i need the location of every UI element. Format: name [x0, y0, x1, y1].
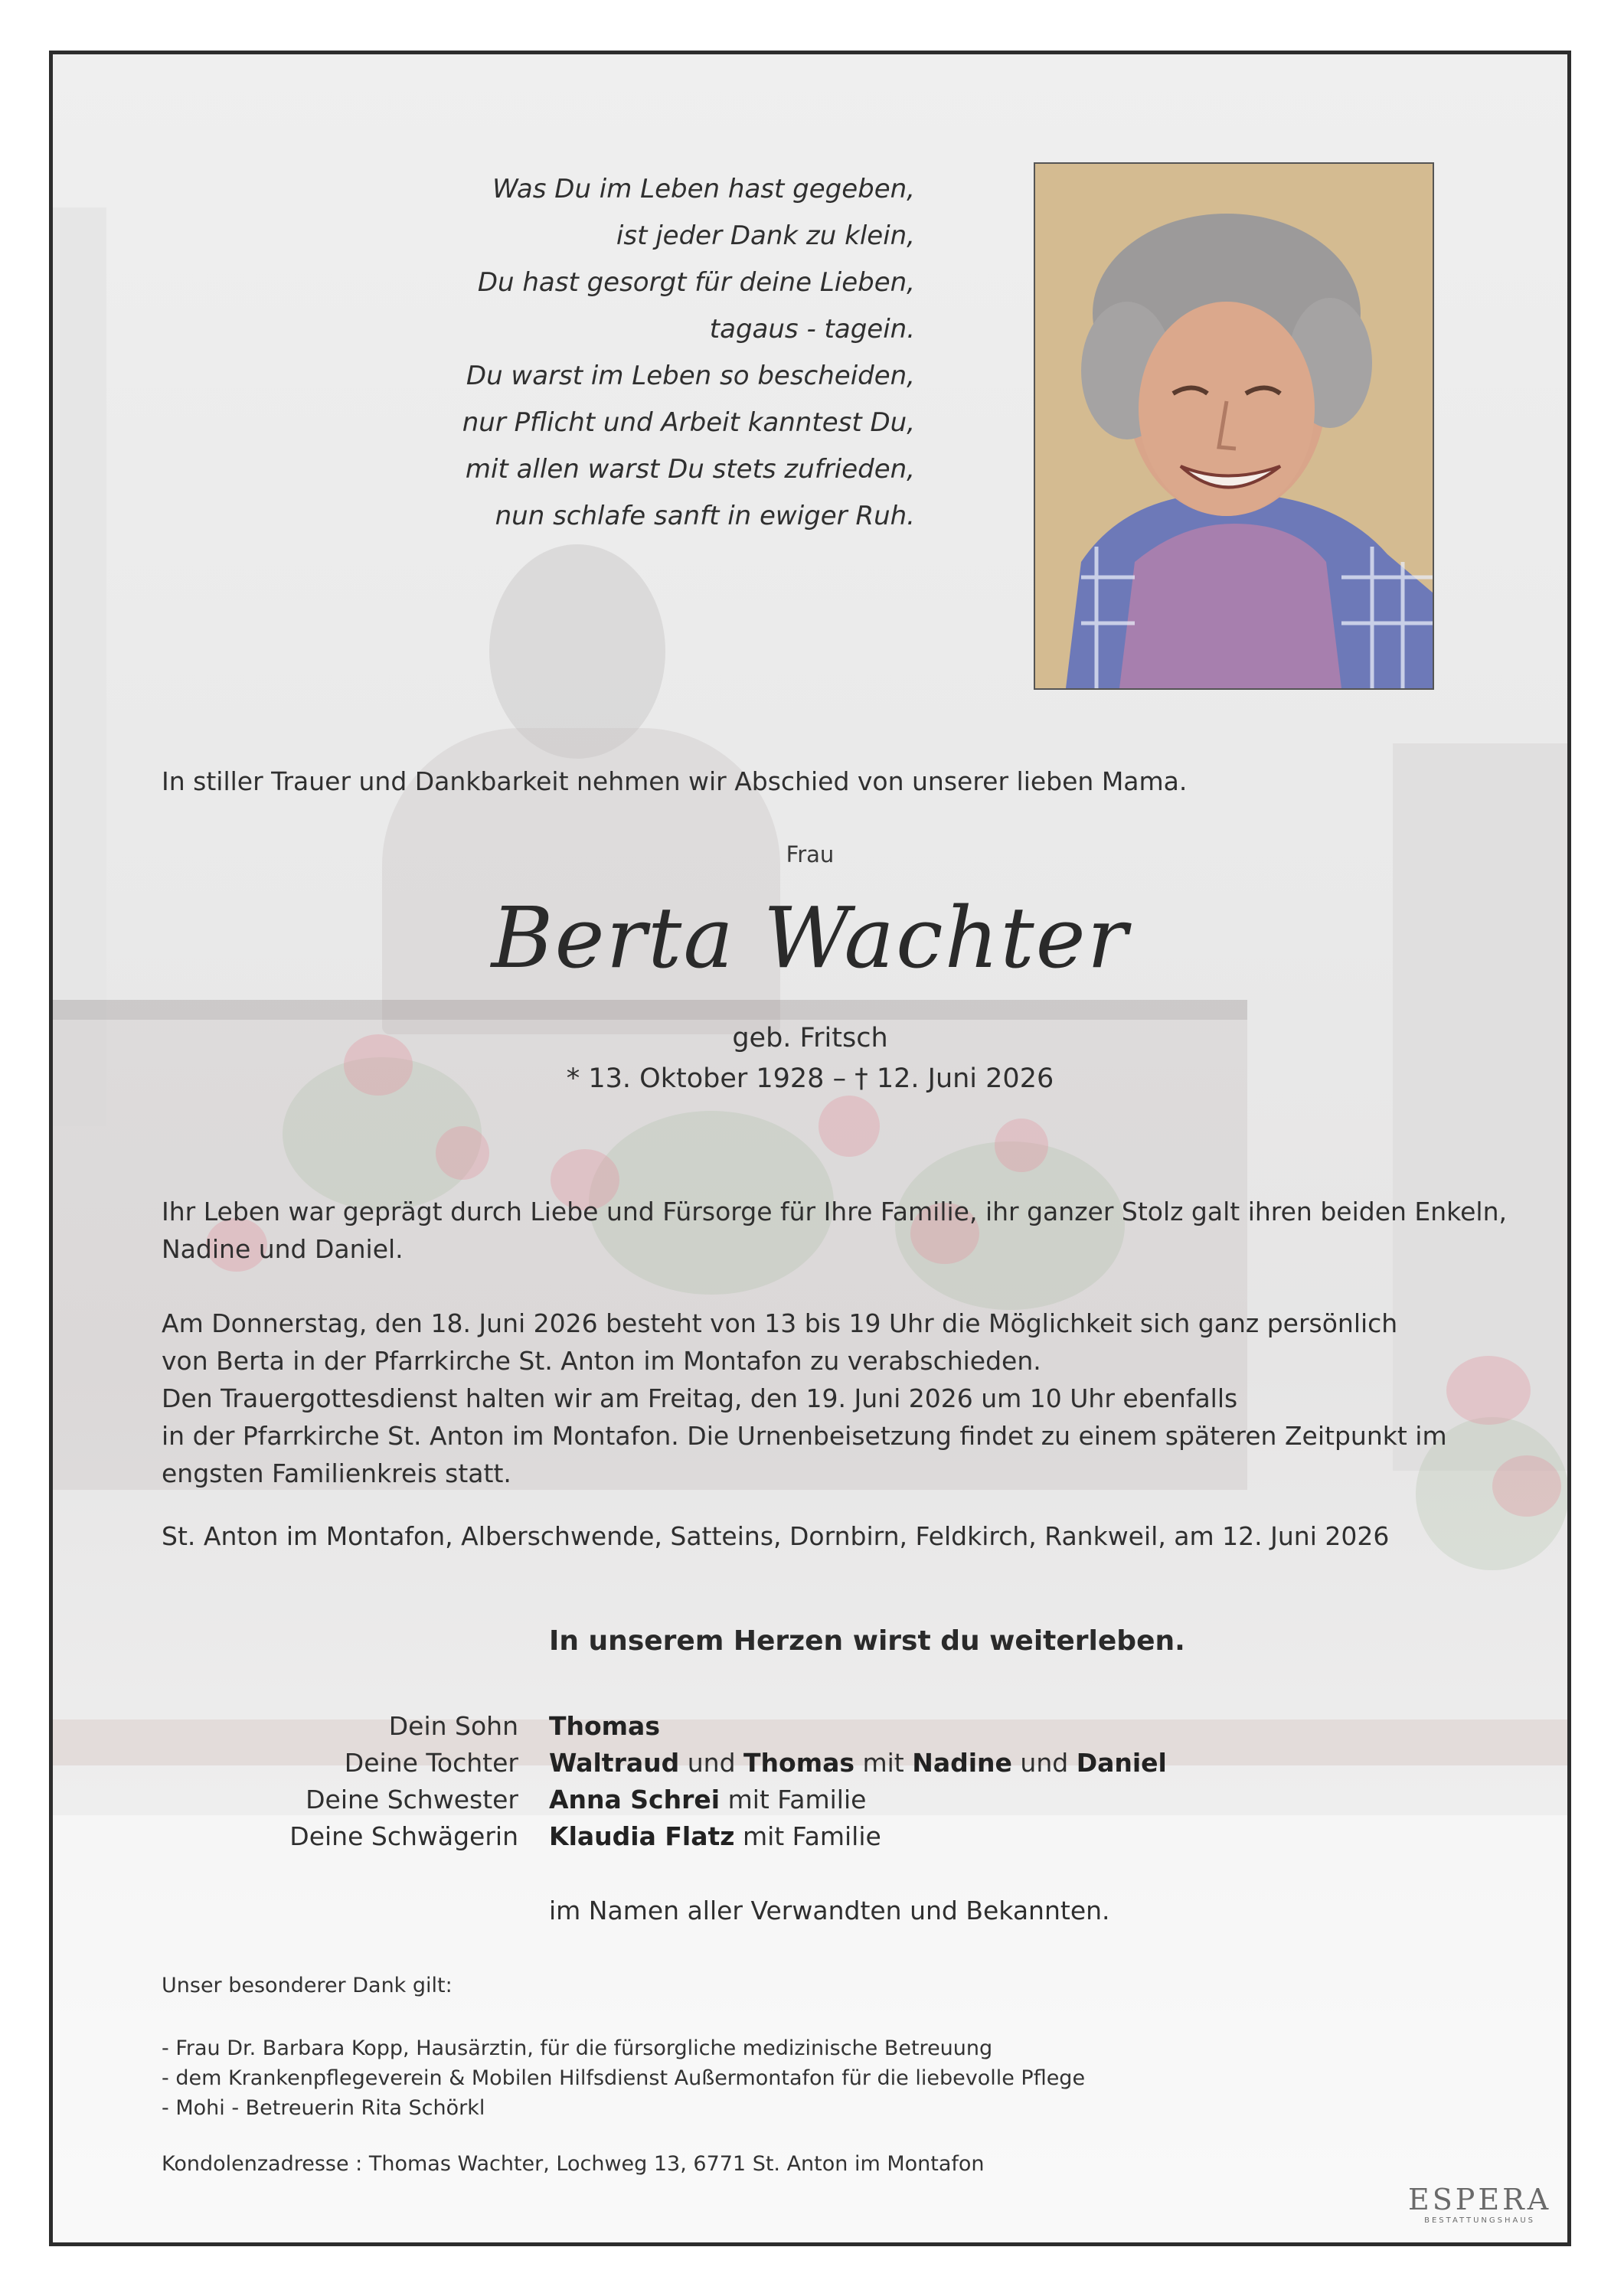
- portrait-photo: [1034, 162, 1434, 690]
- family-row: [53, 1821, 1571, 1858]
- service-line: Den Trauergottesdienst halten wir am Freitag, den 19. Juni 2026 um 10 Uhr ebenfalls: [162, 1383, 1238, 1413]
- family-row: [53, 1785, 1571, 1821]
- family-member-name: Klaudia Flatz: [549, 1821, 735, 1851]
- family-row: [53, 1711, 1571, 1748]
- family-member-connector: und: [1011, 1748, 1077, 1778]
- service-paragraph: [162, 1305, 1524, 1492]
- verse-line: Du hast gesorgt für deine Lieben,: [477, 267, 915, 298]
- verse-line: mit allen warst Du stets zufrieden,: [465, 454, 915, 485]
- salutation: Frau: [786, 841, 835, 867]
- obituary-card: [49, 51, 1571, 2246]
- service-line: engsten Familienkreis statt.: [162, 1458, 511, 1488]
- maiden-name: geb. Fritsch: [732, 1023, 888, 1053]
- thanks-heading: Unser besonderer Dank gilt:: [162, 1974, 453, 1997]
- background-flower: [995, 1119, 1048, 1172]
- heart-line: In unserem Herzen wirst du weiterleben.: [549, 1625, 1185, 1657]
- verse-line: Was Du im Leben hast gegeben,: [492, 174, 915, 204]
- background-flower: [436, 1126, 489, 1180]
- verse-line: Du warst im Leben so bescheiden,: [466, 361, 915, 391]
- verse-line: tagaus - tagein.: [709, 314, 915, 345]
- family-member-name: Thomas: [549, 1711, 660, 1741]
- service-line: in der Pfarrkirche St. Anton im Montafon. Die Urnenbeisetzung findet zu einem späteren Zeitpunkt im: [162, 1421, 1447, 1451]
- family-members: [549, 1711, 660, 1741]
- background-flower: [819, 1096, 880, 1157]
- thanks-item: - dem Krankenpflegeverein & Mobilen Hilfsdienst Außermontafon für die liebevolle Pflege: [162, 2066, 1086, 2090]
- family-member-name: Anna Schrei: [549, 1785, 721, 1814]
- portrait-illustration: [1035, 164, 1433, 688]
- memorial-verse: [462, 166, 915, 540]
- thanks-list: [162, 2033, 1085, 2123]
- service-line: Am Donnerstag, den 18. Juni 2026 besteht von 13 bis 19 Uhr die Möglichkeit sich ganz persönlich: [162, 1308, 1398, 1338]
- family-member-connector: und: [679, 1748, 744, 1778]
- verse-line: ist jeder Dank zu klein,: [616, 220, 915, 251]
- on-behalf-line: im Namen aller Verwandten und Bekannten.: [549, 1896, 1110, 1925]
- logo-subtitle: BESTATTUNGSHAUS: [1424, 2216, 1536, 2225]
- logo-wordmark: ESPERA: [1408, 2183, 1552, 2216]
- family-members: [549, 1785, 866, 1814]
- life-dates: * 13. Oktober 1928 – † 12. Juni 2026: [566, 1063, 1054, 1094]
- tribute-paragraph: Ihr Leben war geprägt durch Liebe und Fürsorge für Ihre Familie, ihr ganzer Stolz galt ihren beiden Enkeln, Nadine und Daniel.: [162, 1197, 1507, 1264]
- verse-line: nun schlafe sanft in ewiger Ruh.: [495, 501, 915, 531]
- family-member-name: Daniel: [1076, 1748, 1167, 1778]
- service-line: von Berta in der Pfarrkirche St. Anton im Montafon zu verabschieden.: [162, 1346, 1041, 1376]
- family-member-name: Nadine: [912, 1748, 1012, 1778]
- espera-logo: [1408, 2183, 1551, 2225]
- family-row: [53, 1748, 1571, 1785]
- background-lower-wall: [53, 1815, 1571, 2244]
- family-member-connector: mit Familie: [720, 1785, 867, 1814]
- family-member-name: Thomas: [743, 1748, 854, 1778]
- condolence-address: Kondolenzadresse : Thomas Wachter, Lochweg 13, 6771 St. Anton im Montafon: [162, 2152, 985, 2176]
- family-member-connector: mit: [854, 1748, 913, 1778]
- family-member-connector: mit Familie: [734, 1821, 881, 1851]
- place-date: St. Anton im Montafon, Alberschwende, Satteins, Dornbirn, Feldkirch, Rankweil, am 12. Juni 2026: [162, 1521, 1390, 1551]
- background-railing: [53, 1000, 1247, 1020]
- background-left-panel: [53, 207, 106, 1126]
- deceased-name: Berta Wachter: [491, 889, 1129, 987]
- family-members: [549, 1748, 1167, 1778]
- family-relation: Deine Schwägerin: [289, 1821, 518, 1851]
- family-member-name: Waltraud: [549, 1748, 680, 1778]
- family-relation: Deine Tochter: [344, 1748, 518, 1778]
- thanks-item: - Mohi - Betreuerin Rita Schörkl: [162, 2096, 485, 2120]
- family-relation: Dein Sohn: [388, 1711, 518, 1741]
- family-relation: Deine Schwester: [306, 1785, 518, 1814]
- thanks-item: - Frau Dr. Barbara Kopp, Hausärztin, für die fürsorgliche medizinische Betreuung: [162, 2036, 993, 2060]
- verse-line: nur Pflicht und Arbeit kanntest Du,: [462, 407, 915, 438]
- family-members: [549, 1821, 881, 1851]
- background-figure-head: [489, 544, 665, 759]
- intro-text: In stiller Trauer und Dankbarkeit nehmen wir Abschied von unserer lieben Mama.: [162, 766, 1188, 796]
